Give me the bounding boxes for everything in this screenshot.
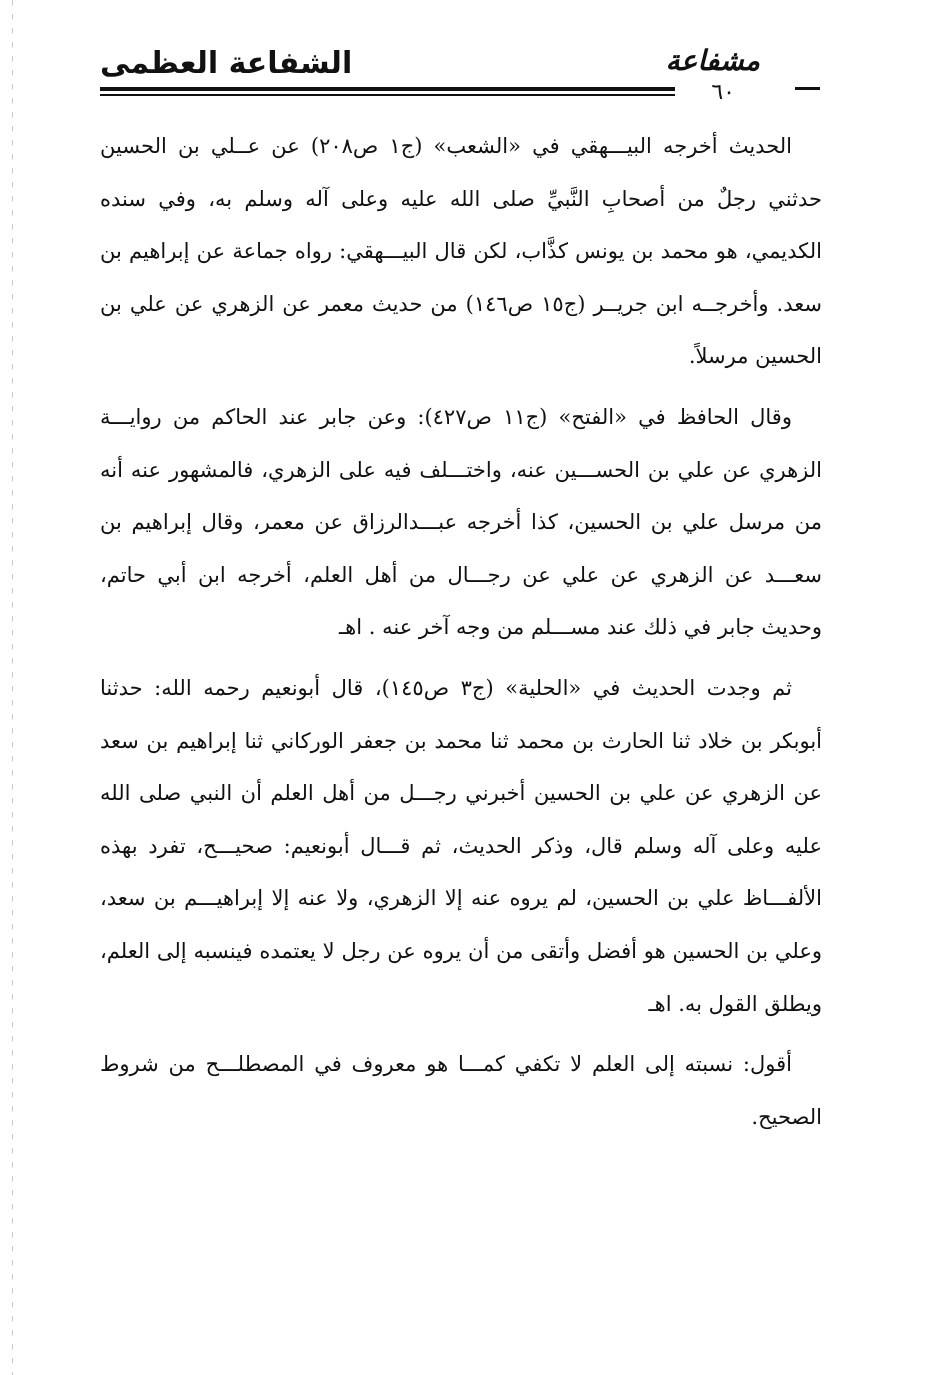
header-logo: مشفاعة bbox=[665, 44, 760, 77]
page-body bbox=[100, 120, 822, 1151]
paragraph-4: أقول: نسبته إلى العلم لا تكفي كمـــا هو معروف في المصطلـــح من شروط الصحيح. bbox=[100, 1052, 822, 1129]
paragraph-3: ثم وجدت الحديث في «الحلية» (ج٣ ص١٤٥)، قال أبونعيم رحمه الله: حدثنا أبوبكر بن خلاد ثنا الحارث بن محمد ثنا محمد بن جعفر الوركاني ثنا إبراهيم بن سعد عن الزهري عن علي بن الحسين أخبرني رجـــل من أهل العلم أن النبي صلى الله عليه وعلى آله وسلم قال، وذكر الحديث، ثم قـــال أبونعيم: صحيـــح، تفرد بهذه الألفـــاظ علي بن الحسين، لم يروه عنه إلا الزهري، ولا عنه إلا إبراهيـــم بن سعد، وعلي بن الحسين هو أفضل وأتقى من أن يروه عن رجل لا يعتمده فينسبه إلى العلم، ويطلق القول به. اهـ bbox=[100, 675, 822, 1016]
header-rule-thin bbox=[100, 94, 675, 96]
page-number: ٦٠ bbox=[711, 80, 735, 105]
paragraph-1: الحديث أخرجه البيـــهقي في «الشعب» (ج١ ص٢٠٨) عن عــلي بن الحسين حدثني رجلٌ من أصحابِ النَّبيِّ صلى الله عليه وعلى آله وسلم به، وفي سنده الكديمي، هو محمد بن يونس كذَّاب، لكن قال البيـــهقي: رواه جماعة عن إبراهيم بن سعد. وأخرجــه ابن جريــر (ج١٥ ص١٤٦) من حديث معمر عن الزهري عن علي بن الحسين مرسلاً. bbox=[100, 134, 822, 369]
header-rule-thick bbox=[100, 87, 675, 91]
book-title: الشفاعة العظمى bbox=[100, 46, 353, 81]
page-header bbox=[100, 40, 820, 110]
scan-margin-dots bbox=[12, 0, 13, 1375]
header-rule-right bbox=[795, 87, 820, 90]
paragraph-2: وقال الحافظ في «الفتح» (ج١١ ص٤٢٧): وعن جابر عند الحاكم من روايـــة الزهري عن علي بن الحســـين عنه، واختـــلف فيه على الزهري، فالمشهور عنه أنه من مرسل علي بن الحسين، كذا أخرجه عبـــدالرزاق عن معمر، وقال إبراهيم بن سعـــد عن الزهري عن علي عن رجـــال من أهل العلم، أخرجه ابن أبي حاتم، وحديث جابر في ذلك عند مســـلم من وجه آخر عنه . اهـ bbox=[100, 404, 822, 640]
